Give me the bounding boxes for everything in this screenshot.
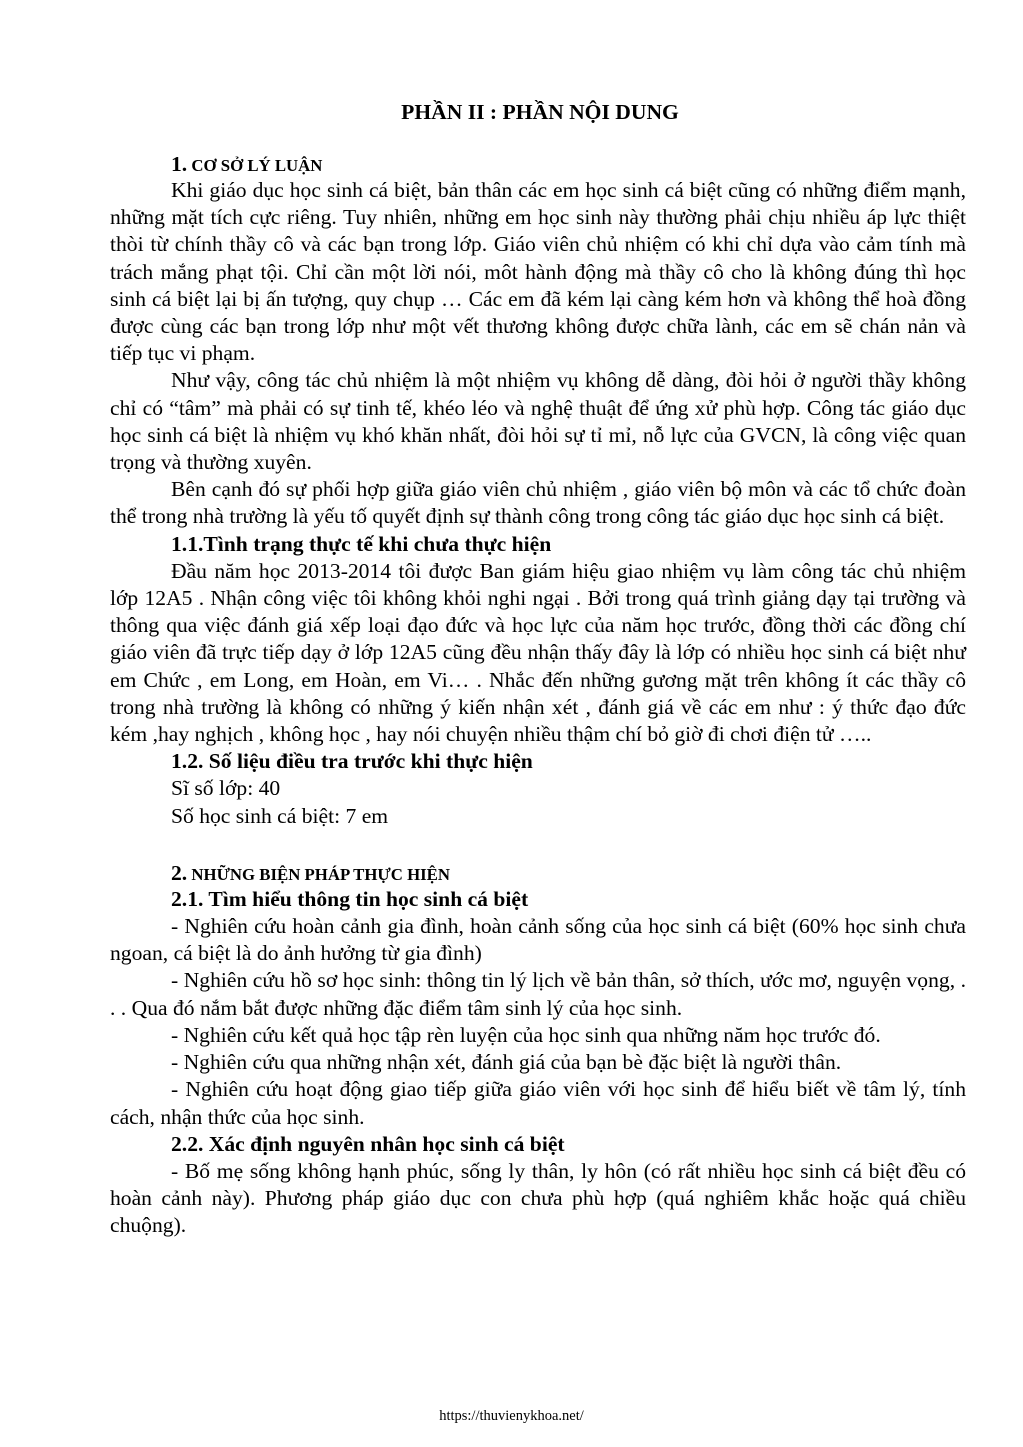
class-size-line: Sĩ số lớp: 40 [171, 776, 281, 801]
section-2-heading [110, 862, 966, 886]
document-body [110, 153, 966, 1240]
subsection-1-1-heading: 1.1.Tình trạng thực tế khi chưa thực hiện [171, 531, 552, 556]
footer-url: https://thuvienykhoa.net/ [439, 1408, 584, 1424]
section-1-title: CƠ SỞ LÝ LUẬN [191, 156, 323, 175]
list-item: - Bố mẹ sống không hạnh phúc, sống ly thân, ly hôn (có rất nhiều học sinh cá biệt đều có hoàn cảnh này). Phương pháp giáo dục con chưa phù hợp (quá nghiêm khắc hoặc quá chiều chuộng). [110, 1158, 966, 1238]
paragraph: Đầu năm học 2013-2014 tôi được Ban giám hiệu giao nhiệm vụ làm công tác chủ nhiệm lớp 12A5 . Nhận công việc tôi không khỏi nghi ngại . Bởi trong quá trình giảng dạy tại trường và thông qua việc đánh giá xếp loại đạo đức và học lực của năm học trước, đồng thời các đồng chí giáo viên đã trực tiếp dạy ở lớp 12A5 cũng đều nhận thấy đây là lớp có nhiều học sinh cá biệt như em Chức , em Long, em Hoàn, em Vi… . Nhắc đến những gương mặt trên không ít các thầy cô trong nhà trường là không có những ý kiến nhận xét , đánh giá về các em như : ý thức đạo đức kém ,hay nghịch , không học , hay nói chuyện nhiều thậm chí bỏ giờ đi chơi điện tử ….. [110, 558, 966, 747]
list-item: - Nghiên cứu hoạt động giao tiếp giữa giáo viên với học sinh để hiểu biết về tâm lý, tính cách, nhận thức của học sinh. [110, 1077, 966, 1129]
special-student-count-line: Số học sinh cá biệt: 7 em [171, 803, 389, 828]
list-item: - Nghiên cứu kết quả học tập rèn luyện của học sinh qua những năm học trước đó. [171, 1022, 881, 1047]
spacer [110, 830, 966, 862]
subsection-2-2-heading: 2.2. Xác định nguyên nhân học sinh cá biệt [171, 1131, 565, 1156]
list-item: - Nghiên cứu hoàn cảnh gia đình, hoàn cảnh sống của học sinh cá biệt (60% học sinh chưa ngoan, cá biệt là do ảnh hưởng từ gia đình) [110, 914, 966, 966]
section-2-title: NHỮNG BIỆN PHÁP THỰC HIỆN [191, 864, 450, 884]
paragraph: Khi giáo dục học sinh cá biệt, bản thân các em học sinh cá biệt cũng có những điểm mạnh, những mặt tích cực riêng. Tuy nhiên, những em học sinh này thường phải chịu nhiều áp lực thiệt thòi từ chính thầy cô và các bạn trong lớp. Giáo viên chủ nhiệm có khi chỉ dựa vào cảm tính mà trách mắng phạt tội. Chỉ cần một lời nói, môt hành động mà thầy cô cho là không đúng thì học sinh cá biệt lại bị ấn tượng, quy chụp … Các em đã kém lại càng kém hơn và không thể hoà đồng được cùng các bạn trong lớp như một vết thương không được chữa lành, các em sẽ chán nản và tiếp tục vi phạm. [110, 178, 966, 366]
paragraph: Bên cạnh đó sự phối hợp giữa giáo viên chủ nhiệm , giáo viên bộ môn và các tổ chức đoàn thể trong nhà trường là yếu tố quyết định sự thành công trong công tác giáo dục học sinh cá biệt. [110, 477, 966, 529]
section-2-number: 2. [171, 860, 188, 885]
paragraph: Như vậy, công tác chủ nhiệm là một nhiệm vụ không dễ dàng, đòi hỏi ở người thầy không chỉ có “tâm” mà phải có sự tinh tế, khéo léo và nghệ thuật để ứng xử phù hợp. Công tác giáo dục học sinh cá biệt là nhiệm vụ khó khăn nhất, đòi hỏi sự tỉ mỉ, nỗ lực của GVCN, là công việc quan trọng và thường xuyên. [110, 368, 966, 475]
page-title: PHẦN II : PHẦN NỘI DUNG [401, 100, 679, 124]
subsection-1-2-heading: 1.2. Số liệu điều tra trước khi thực hiện [171, 749, 533, 774]
section-1-number: 1. [171, 152, 188, 176]
subsection-2-1-heading: 2.1. Tìm hiểu thông tin học sinh cá biệt [171, 886, 529, 911]
list-item: - Nghiên cứu qua những nhận xét, đánh giá của bạn bè đặc biệt là người thân. [171, 1050, 842, 1075]
section-1-heading [110, 153, 966, 177]
list-item: - Nghiên cứu hồ sơ học sinh: thông tin lý lịch về bản thân, sở thích, ước mơ, nguyện vọng, . . . Qua đó nắm bắt được những đặc điểm tâm sinh lý của học sinh. [110, 968, 966, 1020]
